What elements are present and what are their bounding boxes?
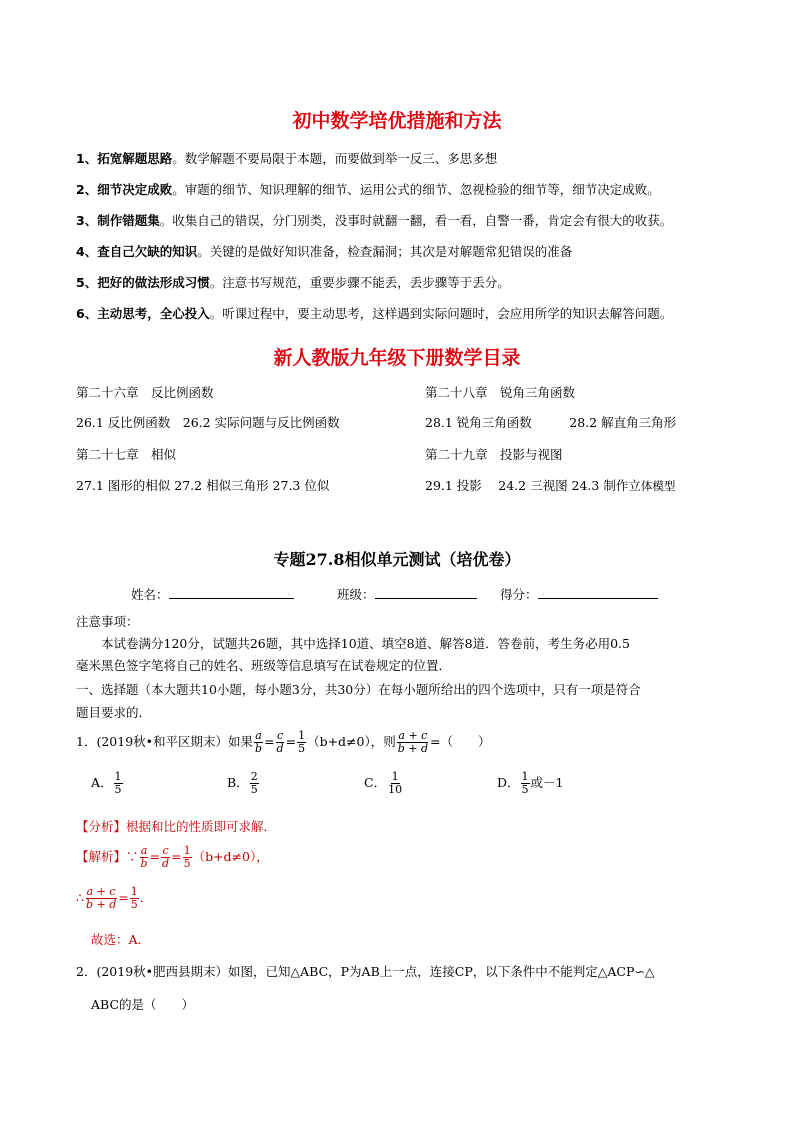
- toc-title: 新人教版九年级下册数学目录: [273, 347, 521, 369]
- toc-chapter: 第二十九章 投影与视图: [425, 447, 563, 462]
- solution-line: 【解析】∵ $\frac{a}{b}$ = $\frac{c}{d}$ = $\frac{1}{5}$ （b+d≠0），: [76, 844, 269, 870]
- exam-title: 专题27.8相似单元测试（培优卷）: [273, 550, 521, 569]
- fraction: $\frac{c}{d}$: [276, 729, 284, 755]
- fraction: $\frac{1}{5}$: [183, 844, 191, 870]
- q1-condition: （b+d≠0），则: [307, 734, 396, 749]
- name-label: 姓名：: [131, 587, 169, 602]
- class-field[interactable]: [337, 585, 477, 603]
- section-heading: 题目要求的．: [76, 705, 152, 720]
- class-label: 班级：: [337, 587, 375, 602]
- solution-conclusion: ∴ $\frac{a + c}{b + d}$ = $\frac{1}{5}$ ．: [76, 885, 153, 911]
- tip-lead: 1、拓宽解题思路: [76, 151, 173, 166]
- class-blank[interactable]: [375, 587, 477, 599]
- question-2-stem: 2．(2019秋•肥西县期末）如图，已知△ABC，P为AB上一点，连接CP，以下条件中不能判定△ACP∽△: [76, 964, 655, 979]
- tip-text: 。听课过程中，要主动思考，这样遇到实际问题时，会应用所学的知识去解答问题。: [209, 306, 673, 321]
- fraction: $\frac{1}{5}$: [130, 885, 138, 911]
- fraction: $\frac{a}{b}$: [140, 844, 148, 870]
- fraction: $\frac{a + c}{b + d}$: [85, 885, 117, 911]
- toc-sections: 27.1 图形的相似 27.2 相似三角形 27.3 位似: [76, 478, 330, 493]
- tip-item: [76, 304, 672, 322]
- score-field[interactable]: [500, 585, 658, 603]
- tip-text: 。收集自己的错误，分门别类，没事时就翻一翻，看一看，自警一番，肯定会有很大的收获。: [159, 213, 673, 228]
- fraction: $\frac{a + c}{b + d}$: [397, 729, 429, 755]
- score-blank[interactable]: [538, 587, 658, 599]
- toc-chapter: 第二十六章 反比例函数: [76, 385, 214, 400]
- name-field[interactable]: [131, 585, 294, 603]
- fraction: $\frac{c}{d}$: [162, 844, 170, 870]
- tip-text: 。数学解题不要局限于本题，而要做到举一反三、多思多想: [172, 151, 498, 166]
- toc-sections-text: 29.1 投影 24.2 三视图 24.3 制作立: [425, 478, 641, 493]
- tip-text: 。关键的是做好知识准备，检查漏洞；其次是对解题常犯错误的准备: [197, 244, 573, 259]
- tip-item: [76, 211, 672, 229]
- fraction: $\frac{1}{5}$: [298, 729, 306, 755]
- q1-suffix: =（ ）: [430, 734, 491, 749]
- toc-sections: 26.1 反比例函数 26.2 实际问题与反比例函数: [76, 415, 340, 430]
- notice-line: 本试卷满分120分，试题共26题，其中选择10道、填空8道、解答8道．答卷前，考生务必用0.5: [101, 636, 630, 651]
- toc-chapter: 第二十七章 相似: [76, 447, 177, 462]
- tip-item: [76, 149, 497, 167]
- section-heading: 一、选择题（本大题共10小题，每小题3分，共30分）在每小题所给出的四个选项中，只有一项是符合: [76, 682, 641, 697]
- notice-heading: 注意事项：: [76, 614, 139, 629]
- name-blank[interactable]: [169, 587, 294, 599]
- analysis-text: 【分析】根据和比的性质即可求解．: [76, 819, 277, 834]
- toc-sections-tail: 体模型: [640, 479, 676, 493]
- solution-condition: （b+d≠0），: [192, 849, 269, 864]
- q1-prefix: 1．(2019秋•和平区期末）如果: [76, 734, 254, 749]
- option-b[interactable]: B． $\frac{2}{5}$: [227, 770, 258, 796]
- tip-lead: 3、制作错题集: [76, 213, 160, 228]
- option-c[interactable]: C． $\frac{1}{10}$: [364, 770, 403, 796]
- answer-text: 故选：A．: [91, 932, 151, 947]
- question-1-stem: 1．(2019秋•和平区期末）如果 $\frac{a}{b}$ = $\frac{c}{d}$ = $\frac{1}{5}$ （b+d≠0），则 $\frac{a + c}{b + d}$ =（ ）: [76, 729, 491, 755]
- tip-item: [76, 180, 660, 198]
- tip-text: 。审题的细节、知识理解的细节、运用公式的细节、忽视检验的细节等，细节决定成败。: [172, 182, 660, 197]
- solution-lead: 【解析】∵: [76, 849, 139, 864]
- tip-item: [76, 242, 572, 260]
- toc-sections: 28.1 锐角三角函数 28.2 解直角三角形: [425, 415, 677, 430]
- option-a[interactable]: A． $\frac{1}{5}$: [91, 770, 122, 796]
- tip-lead: 5、把好的做法形成习惯: [76, 275, 210, 290]
- score-label: 得分：: [500, 587, 538, 602]
- fraction: $\frac{a}{b}$: [255, 729, 263, 755]
- toc-sections: [425, 476, 675, 494]
- page-title: 初中数学培优措施和方法: [292, 110, 502, 132]
- tip-lead: 4、查自己欠缺的知识: [76, 244, 198, 259]
- toc-chapter: 第二十八章 锐角三角函数: [425, 385, 576, 400]
- tip-lead: 2、细节决定成败: [76, 182, 173, 197]
- tip-lead: 6、主动思考，全心投入: [76, 306, 210, 321]
- option-d[interactable]: D． $\frac{1}{5}$ 或－1: [497, 770, 564, 796]
- tip-text: 。注意书写规范，重要步骤不能丢，丢步骤等于丢分。: [209, 275, 510, 290]
- tip-item: [76, 273, 510, 291]
- question-2-stem-cont: ABC的是（ ）: [91, 997, 195, 1012]
- notice-line: 毫米黑色签字笔将自己的姓名、班级等信息填写在试卷规定的位置．: [76, 658, 452, 673]
